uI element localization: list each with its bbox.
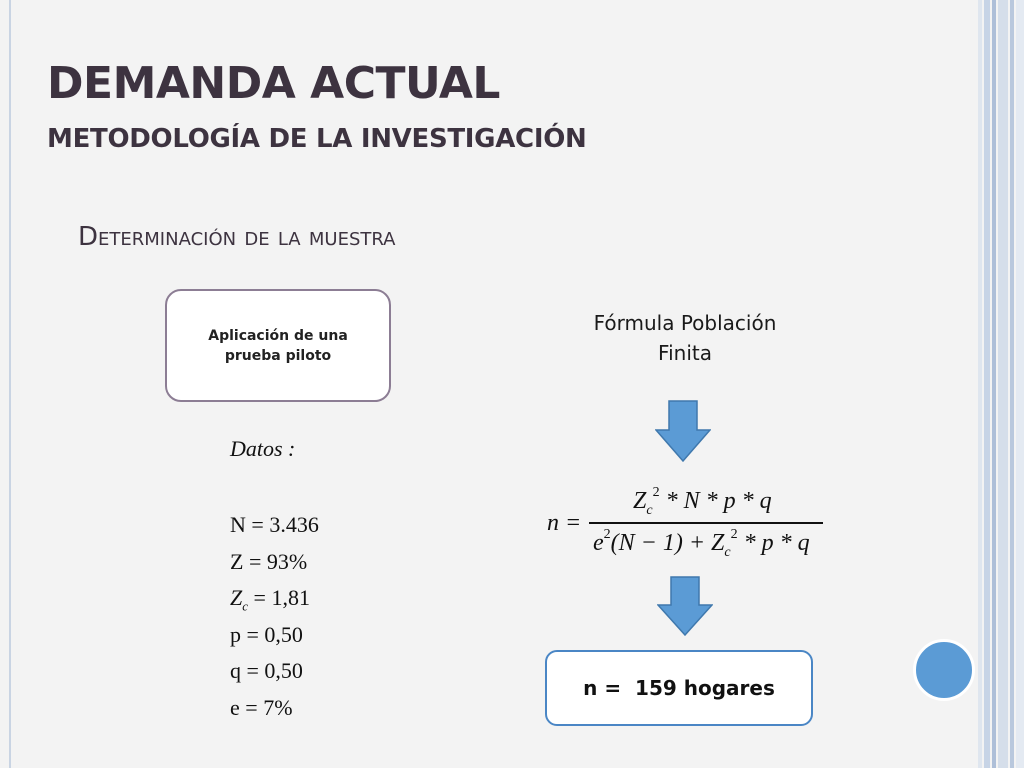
left-border-line bbox=[9, 0, 11, 768]
datos-item-value: 93% bbox=[266, 548, 308, 574]
decorative-circle bbox=[913, 639, 975, 701]
datos-item-value: 0,50 bbox=[264, 621, 303, 647]
datos-item-name: p bbox=[230, 621, 241, 647]
datos-item-name: q bbox=[230, 658, 241, 683]
right-decor-stripe bbox=[984, 0, 990, 768]
result-label: n = 159 hogares bbox=[583, 676, 775, 700]
formula-heading-line1: Fórmula Población bbox=[593, 311, 777, 335]
datos-item-value: 1,81 bbox=[271, 585, 310, 610]
datos-item-value: 3.436 bbox=[269, 512, 319, 537]
result-box bbox=[545, 650, 813, 726]
datos-item-value: 7% bbox=[263, 694, 293, 720]
slide-subtitle: METODOLOGÍA DE LA INVESTIGACIÓN bbox=[47, 124, 587, 154]
datos-item-e: e = 7% bbox=[230, 694, 293, 720]
finite-population-formula bbox=[547, 486, 827, 566]
formula-denominator: $e^2(N - 1) + Z_c^2 * p * q$ bbox=[593, 527, 810, 560]
datos-item-n: N = 3.436 bbox=[230, 512, 319, 537]
formula-lhs: n = bbox=[547, 510, 582, 536]
datos-item-z: Z = 93% bbox=[230, 548, 308, 574]
formula-numerator: $Z_c^2$ * N * p * q bbox=[633, 485, 772, 518]
formula-heading bbox=[570, 308, 800, 368]
right-decor-stripe bbox=[998, 0, 1008, 768]
datos-item-name: N bbox=[230, 512, 246, 537]
datos-heading bbox=[230, 436, 295, 462]
datos-item-name: e bbox=[230, 694, 240, 720]
section-heading: Determinación de la muestra bbox=[78, 222, 396, 252]
formula-fraction-bar bbox=[589, 522, 823, 524]
pilot-test-box bbox=[165, 289, 391, 402]
down-arrow-icon bbox=[655, 400, 711, 462]
right-decor-stripe bbox=[992, 0, 996, 768]
datos-item-q: q = 0,50 bbox=[230, 658, 303, 683]
slide-title: DEMANDA ACTUAL bbox=[47, 58, 500, 109]
datos-label: Datos : bbox=[230, 436, 296, 461]
right-decor-stripe bbox=[1010, 0, 1014, 768]
datos-item-name: $Z_c$ bbox=[230, 585, 249, 614]
pilot-test-label: Aplicación de una prueba piloto bbox=[208, 327, 348, 364]
datos-list bbox=[230, 508, 319, 727]
down-arrow-icon bbox=[657, 576, 713, 636]
datos-item-zc: $Z_c = 1,81$ bbox=[230, 585, 310, 614]
formula-heading-line2: Finita bbox=[658, 341, 712, 365]
right-decor-stripe bbox=[978, 0, 982, 768]
datos-item-p: p = 0,50 bbox=[230, 621, 303, 647]
datos-item-name: Z bbox=[230, 548, 244, 574]
datos-item-value: 0,50 bbox=[264, 658, 303, 683]
right-decor-stripe bbox=[1016, 0, 1024, 768]
